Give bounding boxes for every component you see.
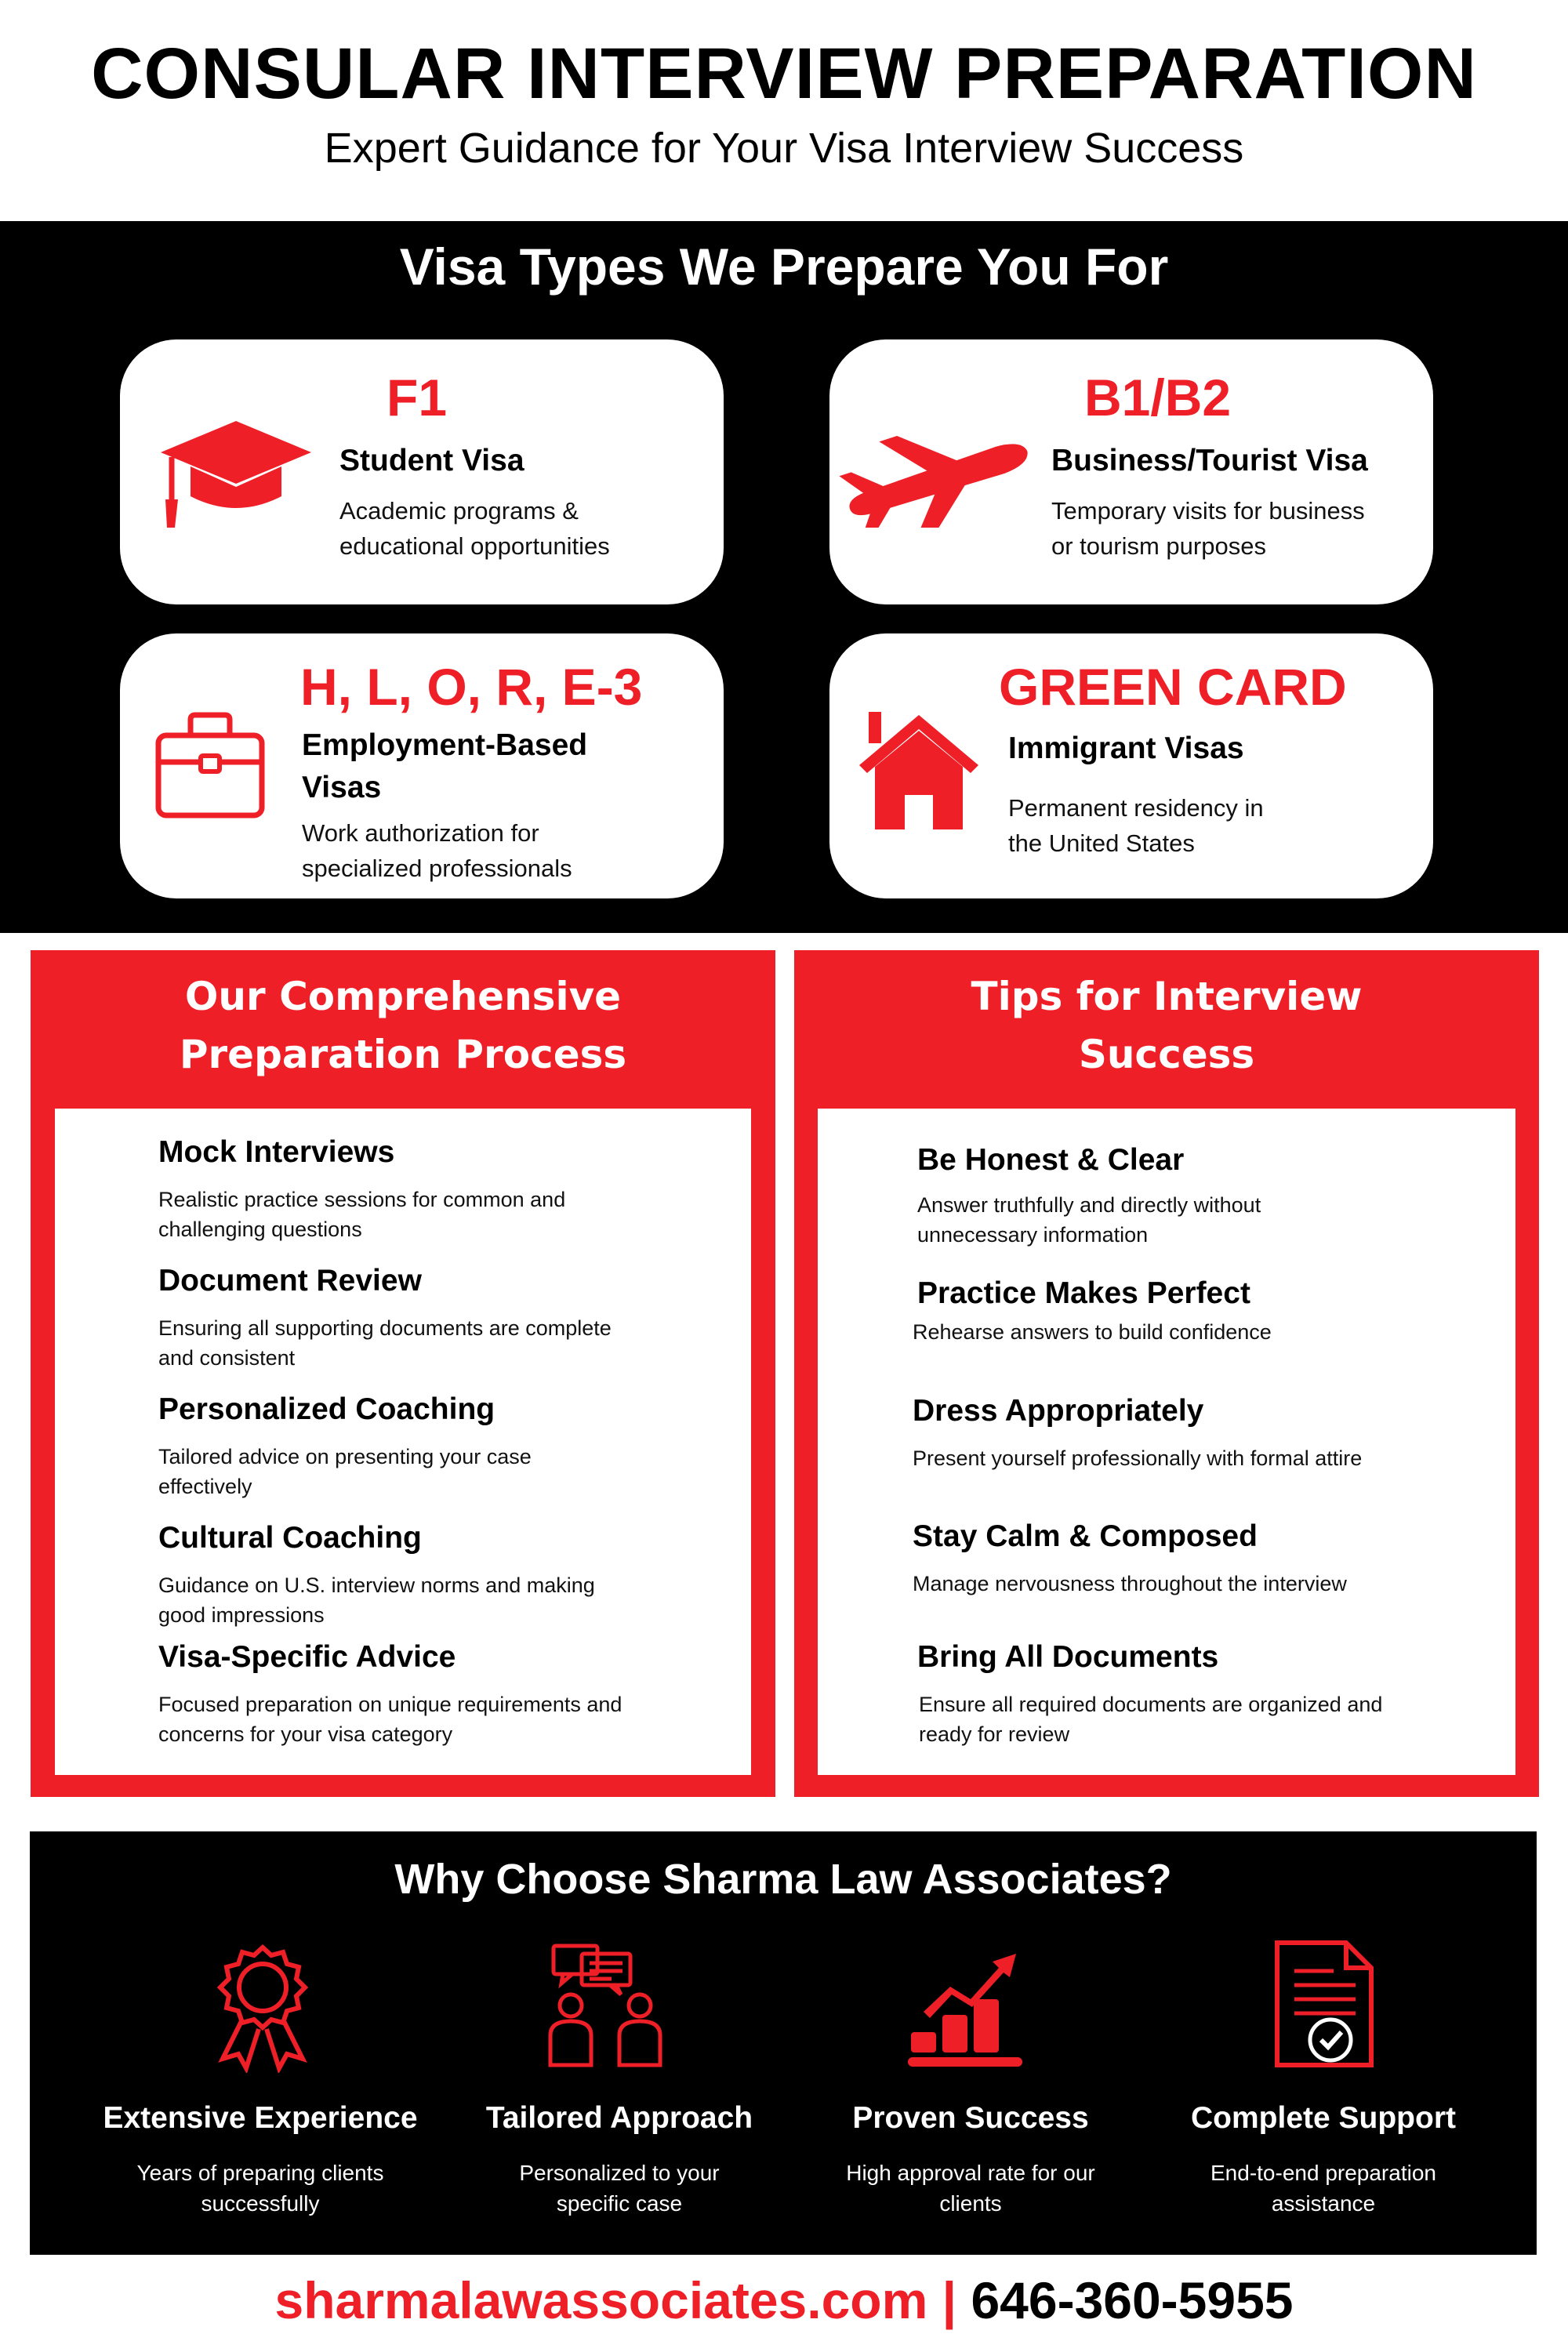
visa-name: Student Visa bbox=[339, 444, 524, 477]
visa-code: GREEN CARD bbox=[999, 658, 1347, 716]
visa-desc: Temporary visits for business or tourism purposes bbox=[1051, 497, 1365, 560]
visa-card-b1b2 bbox=[829, 339, 1433, 604]
visa-card-green-card bbox=[829, 633, 1433, 898]
visa-code: H, L, O, R, E-3 bbox=[300, 658, 643, 716]
briefcase-icon bbox=[154, 712, 266, 820]
visa-name: Business/Tourist Visa bbox=[1051, 444, 1368, 477]
why-item-approach bbox=[447, 2101, 792, 2219]
tip-item-desc: Ensure all required documents are organized and ready for review bbox=[919, 1693, 1383, 1746]
process-item-title: Visa-Specific Advice bbox=[158, 1640, 456, 1674]
why-item-desc: Personalized to your specific case bbox=[519, 2161, 720, 2216]
process-item-desc: Tailored advice on presenting your case effectively bbox=[158, 1445, 532, 1498]
process-item-desc: Guidance on U.S. interview norms and making good impressions bbox=[158, 1573, 595, 1627]
process-item-desc: Focused preparation on unique requirements and concerns for your visa category bbox=[158, 1693, 622, 1746]
consultation-icon bbox=[544, 1943, 670, 2068]
visa-desc: Permanent residency in the United States bbox=[1008, 794, 1264, 857]
visa-code: F1 bbox=[387, 368, 448, 426]
visa-desc: Academic programs & educational opportunities bbox=[339, 497, 610, 560]
process-item-desc: Ensuring all supporting documents are complete and consistent bbox=[158, 1316, 612, 1370]
tip-item-title: Practice Makes Perfect bbox=[917, 1276, 1250, 1310]
document-check-icon bbox=[1272, 1940, 1376, 2068]
visa-code: B1/B2 bbox=[1084, 368, 1232, 426]
visa-desc: Work authorization for specialized professionals bbox=[302, 819, 572, 882]
page-subtitle: Expert Guidance for Your Visa Interview Success bbox=[324, 125, 1244, 172]
why-item-title: Extensive Experience bbox=[103, 2101, 418, 2135]
process-item-title: Document Review bbox=[158, 1264, 422, 1298]
tip-item-desc: Manage nervousness throughout the interview bbox=[913, 1572, 1347, 1595]
why-choose-heading: Why Choose Sharma Law Associates? bbox=[394, 1856, 1172, 1903]
tip-item-desc: Present yourself professionally with formal attire bbox=[913, 1446, 1363, 1470]
tip-item-desc: Answer truthfully and directly without unnecessary information bbox=[917, 1193, 1261, 1247]
why-item-experience bbox=[88, 2101, 433, 2219]
tip-item-desc: Rehearse answers to build confidence bbox=[913, 1320, 1272, 1344]
process-heading: Our Comprehensive Preparation Process bbox=[179, 974, 627, 1077]
process-item-title: Mock Interviews bbox=[158, 1135, 395, 1169]
tip-item-title: Be Honest & Clear bbox=[917, 1143, 1185, 1177]
process-item-title: Cultural Coaching bbox=[158, 1521, 422, 1555]
why-item-title: Proven Success bbox=[852, 2101, 1089, 2135]
process-item-title: Personalized Coaching bbox=[158, 1392, 495, 1426]
contact-footer bbox=[0, 2270, 1568, 2330]
graduation-cap-icon bbox=[158, 412, 314, 529]
why-item-desc: Years of preparing clients successfully bbox=[136, 2161, 384, 2216]
why-item-desc: End-to-end preparation assistance bbox=[1210, 2161, 1436, 2216]
process-item-desc: Realistic practice sessions for common and challenging questions bbox=[158, 1188, 566, 1241]
phone-number[interactable]: 646-360-5955 bbox=[971, 2271, 1294, 2329]
why-item-title: Tailored Approach bbox=[485, 2101, 753, 2135]
footer-separator: | bbox=[942, 2271, 957, 2329]
visa-card-employment bbox=[120, 633, 724, 898]
award-ribbon-icon bbox=[212, 1943, 314, 2073]
why-item-title: Complete Support bbox=[1191, 2101, 1456, 2135]
why-item-success bbox=[798, 2101, 1143, 2219]
tip-item-title: Stay Calm & Composed bbox=[913, 1519, 1258, 1553]
website-link[interactable]: sharmalawassociates.com bbox=[274, 2271, 928, 2329]
house-icon bbox=[853, 709, 985, 833]
why-item-support bbox=[1151, 2101, 1496, 2219]
tip-item-title: Bring All Documents bbox=[917, 1640, 1219, 1674]
why-item-desc: High approval rate for our clients bbox=[846, 2161, 1095, 2216]
growth-chart-icon bbox=[908, 1951, 1022, 2068]
visa-name: Employment-Based Visas bbox=[302, 728, 588, 804]
tip-item-title: Dress Appropriately bbox=[913, 1394, 1204, 1428]
page-title: CONSULAR INTERVIEW PREPARATION bbox=[91, 34, 1477, 114]
visa-name: Immigrant Visas bbox=[1008, 731, 1244, 765]
visa-card-f1 bbox=[120, 339, 724, 604]
tips-heading: Tips for Interview Success bbox=[971, 974, 1363, 1077]
airplane-icon bbox=[839, 432, 1035, 528]
visa-types-heading: Visa Types We Prepare You For bbox=[399, 238, 1169, 296]
